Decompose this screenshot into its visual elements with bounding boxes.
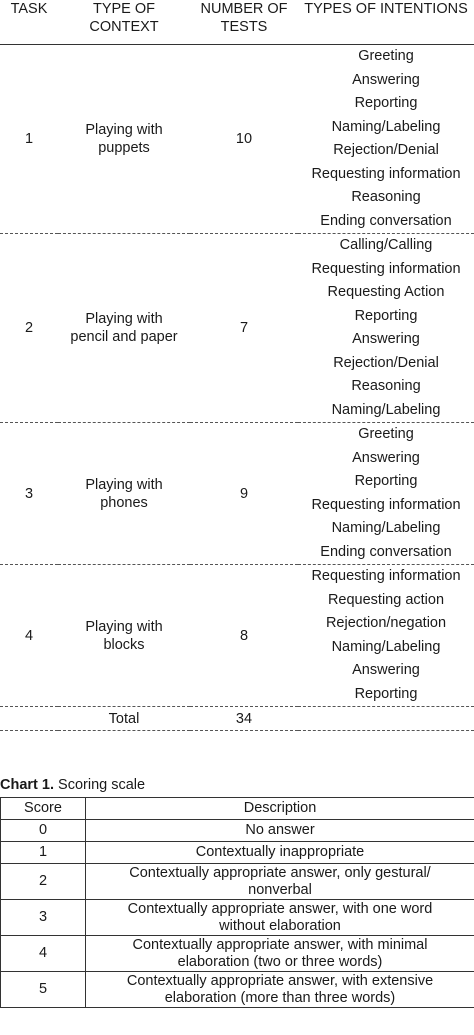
intention-item: Requesting information xyxy=(311,165,461,182)
score-value: 4 xyxy=(1,936,86,972)
intention-item: Naming/Labeling xyxy=(331,520,441,536)
intention-item: Calling/Calling xyxy=(339,237,433,253)
intention-item: Requesting Action xyxy=(327,284,445,300)
description-line: nonverbal xyxy=(248,881,312,898)
header-description: Description xyxy=(86,798,474,820)
context-line: phones xyxy=(100,494,148,511)
intention-item: Rejection/Denial xyxy=(333,142,439,158)
score-description xyxy=(86,820,474,842)
intention-item: Greeting xyxy=(358,48,414,64)
intentions-table-header xyxy=(0,0,474,45)
task-number: 2 xyxy=(24,320,34,336)
score-row xyxy=(1,864,474,900)
description-line: without elaboration xyxy=(219,917,341,934)
description-line: Contextually appropriate answer, with one word xyxy=(127,900,433,917)
context-cell xyxy=(58,234,190,423)
intention-item: Ending conversation xyxy=(320,543,452,560)
intention-item: Answering xyxy=(352,331,420,347)
score-row xyxy=(1,842,474,864)
context-line: Playing with xyxy=(85,122,163,138)
score-description xyxy=(86,842,474,864)
header-tests xyxy=(190,0,298,45)
score-value: 5 xyxy=(1,972,86,1008)
table-row xyxy=(0,423,474,565)
total-row xyxy=(0,707,474,731)
score-row xyxy=(1,820,474,842)
header-tests-line1: NUMBER OF xyxy=(200,1,288,17)
total-value: 34 xyxy=(235,710,253,727)
intention-item: Answering xyxy=(352,662,420,678)
header-task: TASK xyxy=(10,1,48,17)
score-row xyxy=(1,900,474,936)
description-line: No answer xyxy=(245,822,315,838)
intention-item: Ending conversation xyxy=(320,212,452,229)
intention-item: Naming/Labeling xyxy=(331,401,441,418)
header-score: Score xyxy=(1,798,86,820)
context-cell xyxy=(58,565,190,707)
intention-item: Naming/Labeling xyxy=(331,638,441,655)
total-empty-cell xyxy=(0,707,58,731)
context-line: Playing with xyxy=(85,618,163,635)
score-description xyxy=(86,864,474,900)
score-description xyxy=(86,936,474,972)
table-row xyxy=(0,45,474,234)
intention-item: Answering xyxy=(352,71,420,88)
chart-caption xyxy=(0,777,145,793)
context-line: Playing with xyxy=(85,311,163,327)
description-line: Contextually inappropriate xyxy=(195,844,365,860)
intentions-cell xyxy=(298,423,474,565)
chart-caption-label: Chart 1. xyxy=(0,777,54,793)
score-value: 3 xyxy=(1,900,86,936)
tests-count: 8 xyxy=(239,627,249,644)
score-description xyxy=(86,972,474,1008)
description-line: Contextually appropriate answer, with extensive xyxy=(126,972,434,989)
total-empty-cell xyxy=(298,707,474,731)
intention-item: Naming/Labeling xyxy=(331,118,441,135)
context-line: pencil and paper xyxy=(70,329,178,345)
description-line: Contextually appropriate answer, with minimal xyxy=(132,936,428,953)
header-context xyxy=(58,0,190,45)
intention-item: Answering xyxy=(352,449,420,466)
intention-item: Requesting information xyxy=(311,568,461,584)
score-description xyxy=(86,900,474,936)
table-row xyxy=(0,234,474,423)
context-line: blocks xyxy=(103,636,145,653)
scoring-scale-table xyxy=(0,797,474,1008)
intention-item: Rejection/negation xyxy=(325,615,447,631)
context-line: Playing with xyxy=(85,476,163,493)
intention-item: Reporting xyxy=(354,95,418,111)
header-context-line2: CONTEXT xyxy=(89,19,159,35)
context-cell xyxy=(58,423,190,565)
tests-count: 10 xyxy=(235,131,253,147)
intention-item: Requesting information xyxy=(311,260,461,277)
description-line: Contextually appropriate answer, only gestural/ xyxy=(129,864,431,881)
intention-item: Requesting information xyxy=(311,496,461,513)
chart-caption-text: Scoring scale xyxy=(54,777,146,793)
task-number: 1 xyxy=(24,131,34,147)
header-tests-line2: TESTS xyxy=(220,19,268,35)
intention-item: Requesting action xyxy=(327,591,445,608)
context-cell xyxy=(58,45,190,234)
task-number: 3 xyxy=(24,485,34,502)
header-intentions: TYPES OF INTENTIONS xyxy=(304,1,468,17)
table-row xyxy=(0,565,474,707)
score-row xyxy=(1,972,474,1008)
intentions-cell xyxy=(298,234,474,423)
description-line: elaboration (two or three words) xyxy=(177,953,383,970)
intention-item: Reasoning xyxy=(351,378,421,394)
scoring-table-header xyxy=(1,798,474,820)
intention-item: Rejection/Denial xyxy=(333,354,439,371)
total-label: Total xyxy=(108,710,140,727)
score-row xyxy=(1,936,474,972)
intentions-cell xyxy=(298,45,474,234)
tests-count: 9 xyxy=(239,485,249,502)
score-value: 1 xyxy=(1,842,86,864)
description-line: elaboration (more than three words) xyxy=(164,989,396,1006)
tests-count: 7 xyxy=(239,320,249,336)
intention-item: Reasoning xyxy=(351,189,421,205)
score-value: 0 xyxy=(1,820,86,842)
context-line: puppets xyxy=(98,140,150,156)
intention-item: Reporting xyxy=(354,307,418,324)
score-value: 2 xyxy=(1,864,86,900)
intentions-cell xyxy=(298,565,474,707)
header-context-line1: TYPE OF xyxy=(92,1,156,17)
intention-item: Reporting xyxy=(354,685,418,702)
intention-item: Greeting xyxy=(358,426,414,442)
intention-item: Reporting xyxy=(354,473,418,489)
task-number: 4 xyxy=(24,627,34,644)
